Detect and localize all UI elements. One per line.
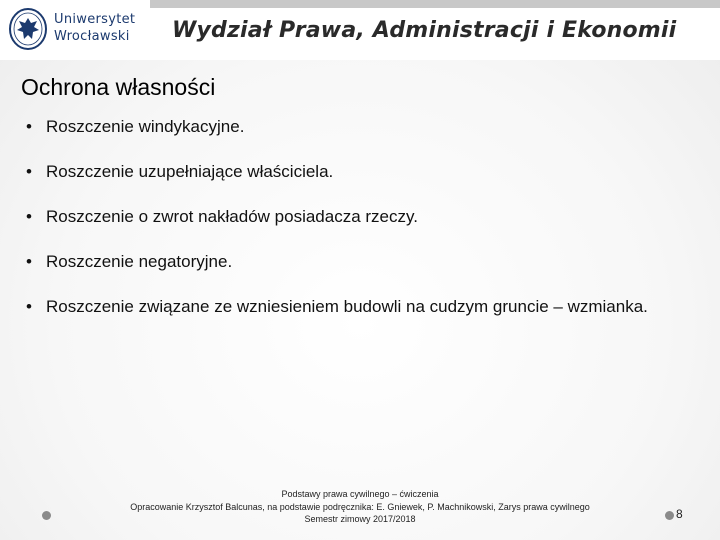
faculty-title: Wydział Prawa, Administracji i Ekonomii (172, 18, 677, 43)
university-logo (0, 0, 150, 60)
footer-course: Podstawy prawa cywilnego – ćwiczenia (281, 489, 439, 499)
bullet-item (26, 206, 666, 227)
slide-title: Ochrona własności (21, 74, 216, 100)
footer (90, 488, 630, 526)
footer-semester: Semestr zimowy 2017/2018 (304, 514, 416, 524)
university-name (54, 11, 135, 45)
bullet-item (26, 251, 666, 272)
header-bar (150, 0, 720, 8)
bullet-icon: • (26, 297, 32, 316)
bullet-text: Roszczenie negatoryjne. (46, 252, 233, 271)
university-name-line1: Uniwersytet (54, 12, 136, 27)
header (0, 0, 720, 60)
bullet-icon: • (26, 252, 32, 271)
bullet-text: Roszczenie o zwrot nakładów posiadacza rzeczy. (46, 207, 418, 226)
footer-circle-left-icon (42, 511, 51, 520)
bullet-text: Roszczenie windykacyjne. (46, 117, 245, 136)
bullet-text: Roszczenie związane ze wzniesieniem budowli na cudzym gruncie – wzmianka. (46, 297, 648, 316)
footer-circle-right-icon (665, 511, 674, 520)
university-name-line2: Wrocławski (54, 29, 130, 44)
bullet-icon: • (26, 207, 32, 226)
footer-author: Opracowanie Krzysztof Balcunas, na podstawie podręcznika: E. Gniewek, P. Machnikowski, Zarys prawa cywilnego (130, 501, 590, 512)
eagle-seal-icon (8, 7, 48, 51)
bullet-item (26, 296, 666, 317)
bullet-icon: • (26, 117, 32, 136)
page-number: 8 (676, 507, 683, 521)
bullet-text: Roszczenie uzupełniające właściciela. (46, 162, 334, 181)
bullet-icon: • (26, 162, 32, 181)
bullet-list (26, 116, 666, 341)
bullet-item (26, 116, 666, 137)
bullet-item (26, 161, 666, 182)
